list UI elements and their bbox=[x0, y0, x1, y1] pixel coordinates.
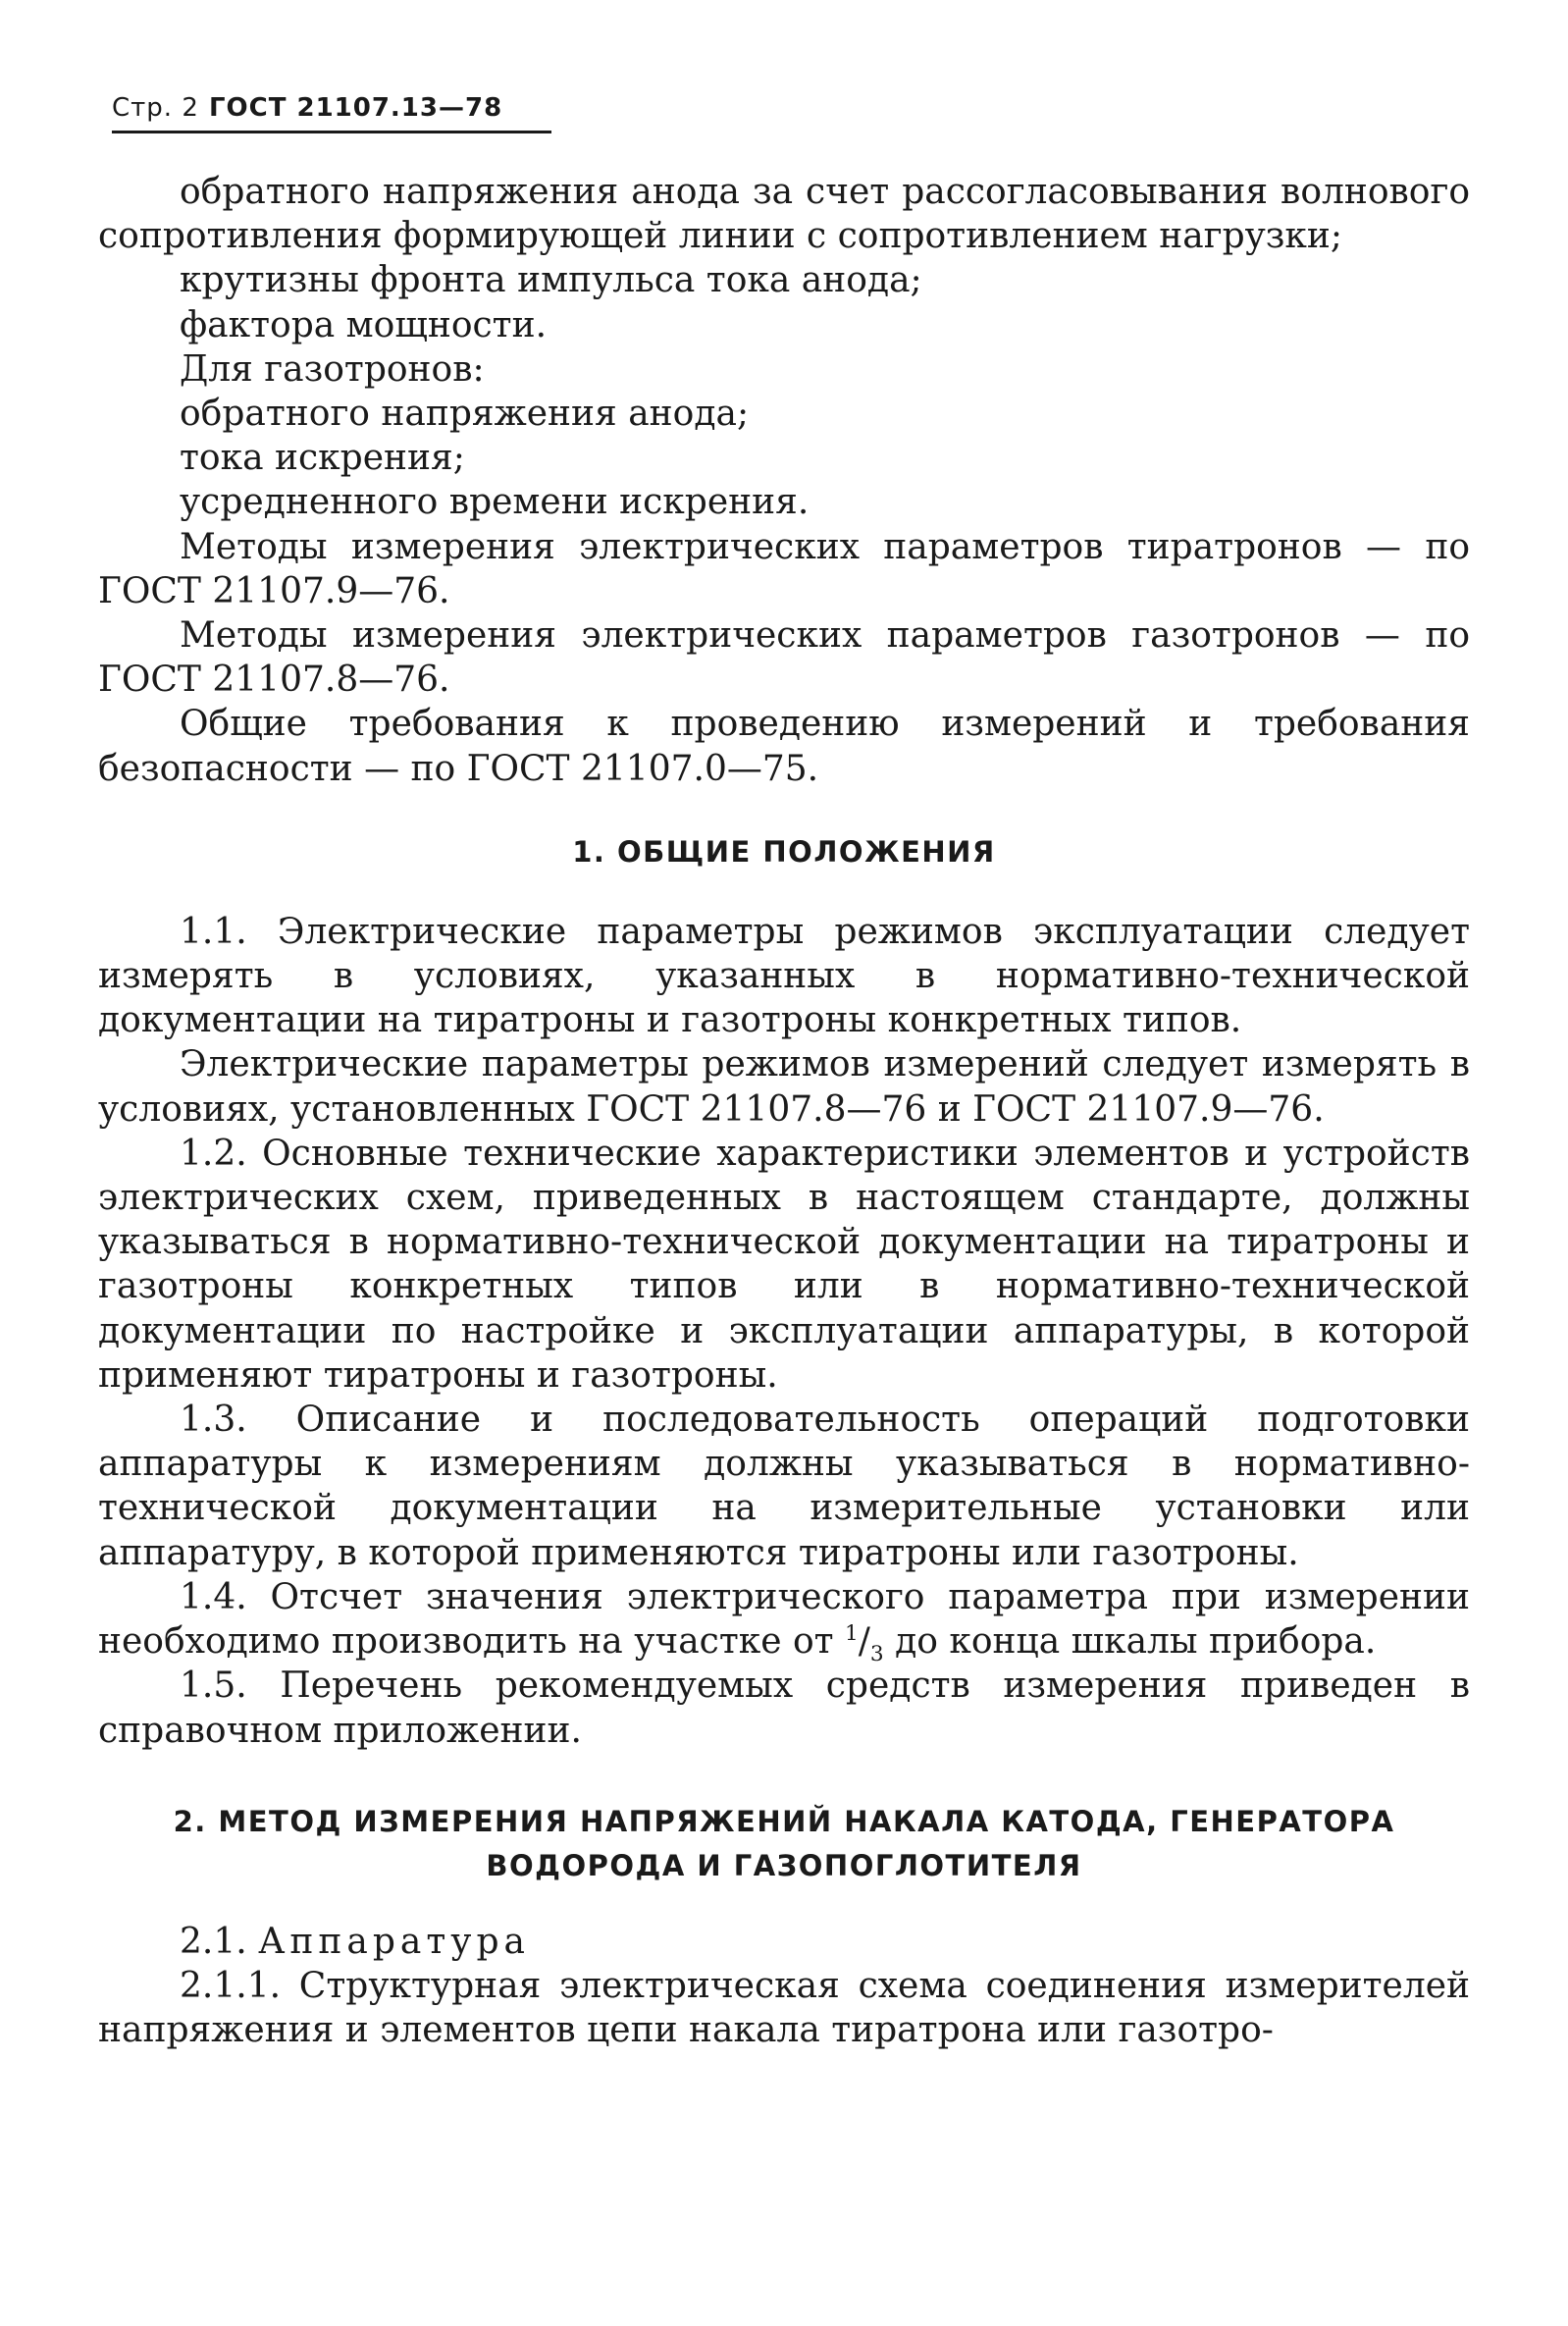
fraction-denominator: 3 bbox=[869, 1642, 884, 1667]
paragraph-1-5: 1.5. Перечень рекомендуемых средств измерения приведен в справочном приложении. bbox=[98, 1665, 1470, 1751]
intro-paragraph: тока искрения; bbox=[180, 438, 465, 479]
section-2-heading-line1: 2. МЕТОД ИЗМЕРЕНИЯ НАПРЯЖЕНИЙ НАКАЛА КАТОДА, ГЕНЕРАТОРА bbox=[173, 1804, 1395, 1838]
body-text bbox=[98, 170, 1470, 2052]
paragraph-1-3: 1.3. Описание и последовательность операций подготовки аппаратуры к измерениям должны указываться в нормативно-технической документации на измерительные установки или аппаратуру, в которой применяются тиратроны или газотроны. bbox=[98, 1400, 1470, 1573]
subsection-title: Аппаратура bbox=[258, 1921, 530, 1962]
running-head bbox=[112, 93, 551, 133]
paragraph-1-2: 1.2. Основные технические характеристики элементов и устройств электрических схем, приведенных в настоящем стандарте, должны указываться в нормативно-технической документации на тиратроны и газотроны конкретных типов или в нормативно-технической документации по настройке и эксплуатации аппаратуры, в которой применяют тиратроны и газотроны. bbox=[98, 1133, 1470, 1396]
intro-paragraph: фактора мощности. bbox=[180, 304, 548, 345]
intro-paragraph: усредненного времени искрения. bbox=[180, 482, 810, 523]
intro-paragraph: Методы измерения электрических параметров тиратронов — по ГОСТ 21107.9—76. bbox=[98, 526, 1470, 611]
intro-paragraph: Для газотронов: bbox=[180, 348, 485, 390]
intro-paragraph: обратного напряжения анода за счет рассогласовывания волнового сопротивления формирующей линии с сопротивлением нагрузки; bbox=[98, 172, 1470, 257]
paragraph-1-1-cont: Электрические параметры режимов измерений следует измерять в условиях, установленных ГОСТ 21107.8—76 и ГОСТ 21107.9—76. bbox=[98, 1044, 1470, 1130]
page-number: Стр. 2 bbox=[112, 93, 199, 123]
p14-before: 1.4. Отсчет значения электрического параметра при измерении необходимо производить на участке от bbox=[98, 1576, 1470, 1663]
paragraph-1-4: 1.4. Отсчет значения электрического параметра при измерении необходимо производить на участке от $^1/_3$ до конца шкалы прибора. bbox=[98, 1576, 1470, 1667]
section-2-heading bbox=[98, 1800, 1470, 1888]
p14-after: до конца шкалы прибора. bbox=[883, 1621, 1377, 1663]
intro-paragraph: крутизны фронта импульса тока анода; bbox=[180, 260, 922, 301]
section-1-heading: 1. ОБЩИЕ ПОЛОЖЕНИЯ bbox=[572, 834, 996, 869]
standard-number: ГОСТ 21107.13—78 bbox=[208, 93, 503, 123]
intro-paragraph: Методы измерения электрических параметров газотронов — по ГОСТ 21107.8—76. bbox=[98, 615, 1470, 701]
fraction-numerator: 1 bbox=[845, 1621, 859, 1647]
subsection-2-1 bbox=[98, 1920, 1470, 1964]
section-2-heading-line2: ВОДОРОДА И ГАЗОПОГЛОТИТЕЛЯ bbox=[486, 1848, 1082, 1882]
intro-paragraph: Общие требования к проведению измерений и требования безопасности — по ГОСТ 21107.0—75. bbox=[98, 704, 1470, 789]
subsection-number: 2.1. bbox=[180, 1921, 247, 1962]
paragraph-2-1-1: 2.1.1. Структурная электрическая схема соединения измерителей напряжения и элементов цепи накала тиратрона или газотро- bbox=[98, 1965, 1470, 2051]
paragraph-1-1: 1.1. Электрические параметры режимов эксплуатации следует измерять в условиях, указанных в нормативно-технической документации на тиратроны и газотроны конкретных типов. bbox=[98, 911, 1470, 1041]
intro-paragraph: обратного напряжения анода; bbox=[180, 394, 750, 435]
